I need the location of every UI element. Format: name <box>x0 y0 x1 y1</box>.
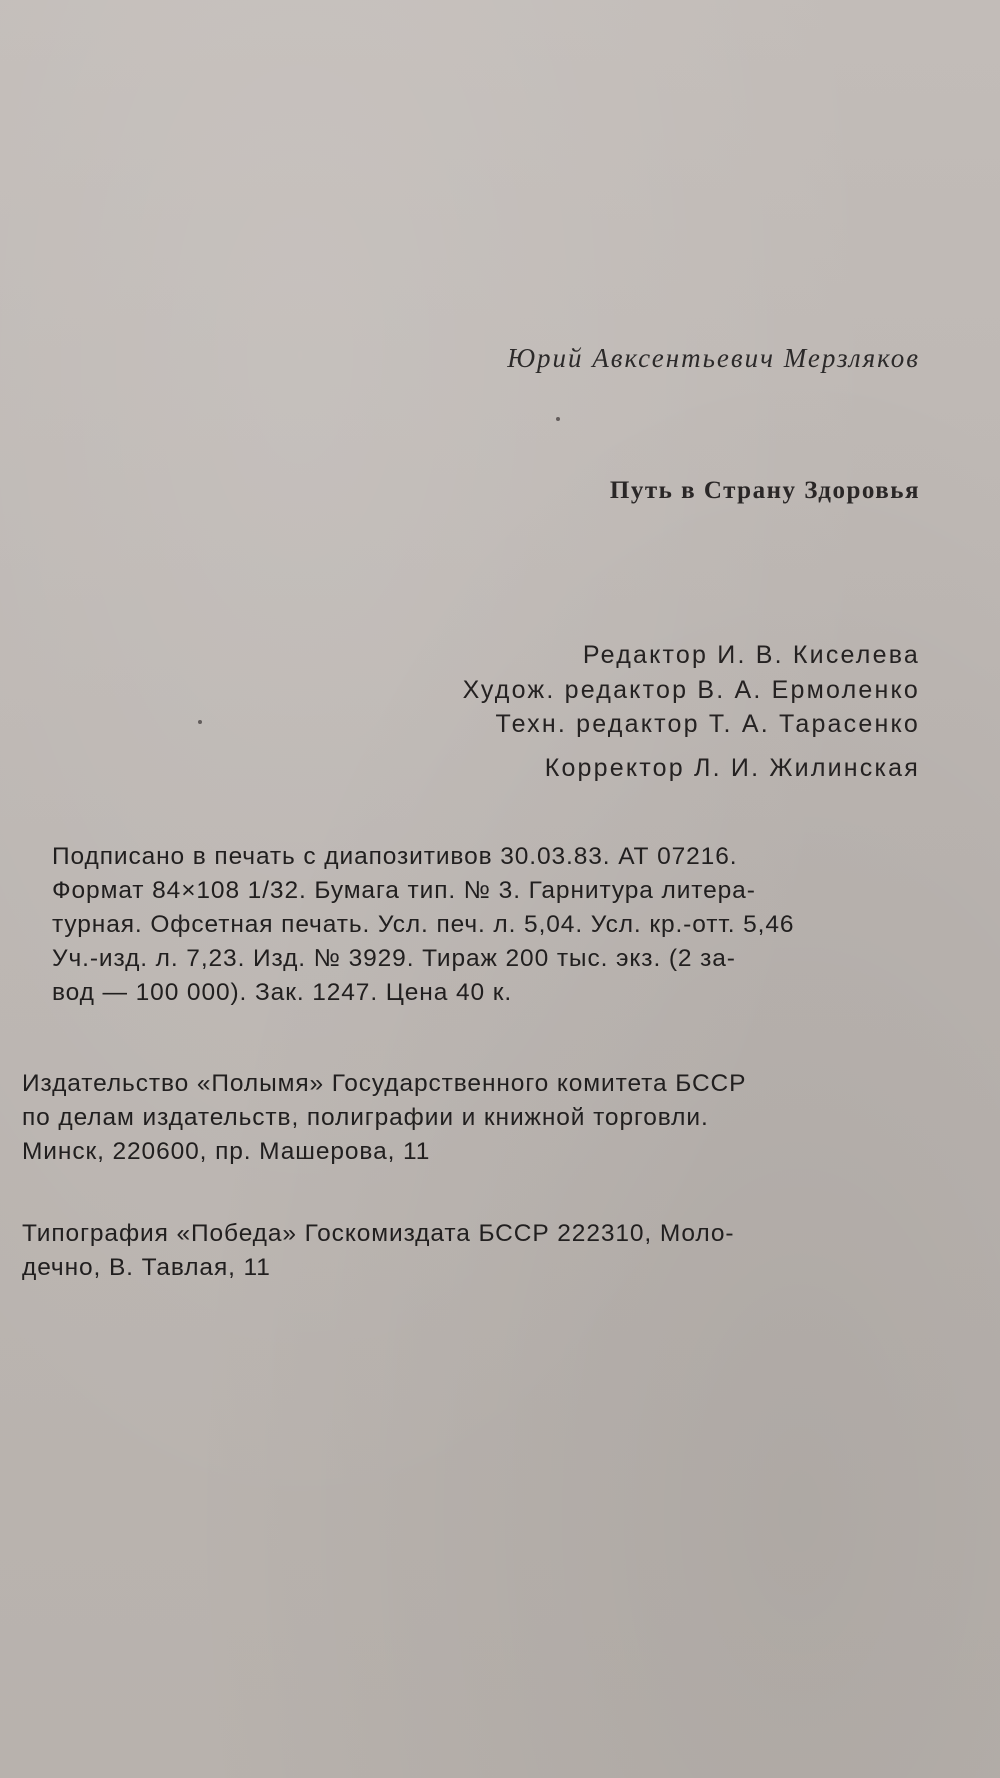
printer-line: дечно, В. Тавлая, 11 <box>22 1254 271 1281</box>
print-info-line: Уч.-изд. л. 7,23. Изд. № 3929. Тираж 200 тыс. экз. (2 за- <box>52 945 736 972</box>
print-info-line: вод — 100 000). Зак. 1247. Цена 40 к. <box>52 979 513 1006</box>
print-info-line: турная. Офсетная печать. Усл. печ. л. 5,04. Усл. кр.-отт. 5,46 <box>52 911 795 938</box>
ink-speck <box>556 417 560 421</box>
printer-line: Типография «Победа» Госкомиздата БССР 222310, Моло- <box>22 1220 735 1247</box>
print-info-line: Подписано в печать с диапозитивов 30.03.83. АТ 07216. <box>52 843 738 870</box>
author-name: Юрий Авксентьевич Мерзляков <box>507 343 920 373</box>
book-title: Путь в Страну Здоровья <box>609 477 920 504</box>
publisher-line: Минск, 220600, пр. Машерова, 11 <box>22 1138 431 1165</box>
ink-speck <box>198 720 202 724</box>
print-info-line: Формат 84×108 1/32. Бумага тип. № 3. Гарнитура литера- <box>52 877 756 904</box>
credit-art-editor: Худож. редактор В. А. Ермоленко <box>462 676 920 704</box>
printer-block <box>22 1217 734 1285</box>
publisher-block <box>22 1067 746 1169</box>
print-info-block <box>52 840 794 1010</box>
credit-proofreader: Корректор Л. И. Жилинская <box>544 754 920 782</box>
credit-editor: Редактор И. В. Киселева <box>582 641 920 669</box>
publisher-line: по делам издательств, полиграфии и книжной торговли. <box>22 1104 709 1131</box>
publisher-line: Издательство «Полымя» Государственного комитета БССР <box>22 1070 747 1097</box>
credit-tech-editor: Техн. редактор Т. А. Тарасенко <box>495 710 920 738</box>
